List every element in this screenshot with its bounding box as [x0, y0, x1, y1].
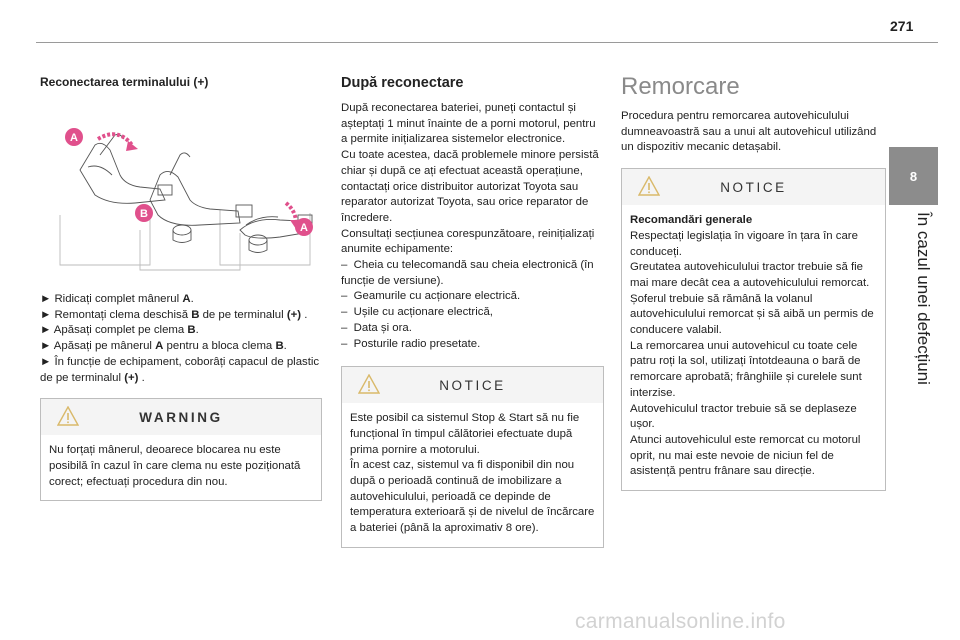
notice-triangle-icon	[638, 176, 660, 196]
warning-header	[41, 399, 321, 435]
towing-subheading: Recomandări generale	[630, 214, 753, 227]
notice-box-towing	[621, 168, 886, 491]
after-reconnect-text: După reconectarea bateriei, puneți contactul și așteptați 1 minut înainte de a porni motorul, pentru a permite inițializarea sistemelor electronice. Cu toate acestea, dacă problemele minore persistă chiar și după ce ați efectuat această operațiune, contactați orice distribuitor autorizat Toyota sau reparator autorizat Toyota, sau orice reparator de încredere. Consultați secțiunea corespunzătoare, reinițializați anumite echipamente: – Cheia cu telecomandă sau cheia electronică (în funcție de versiune). – Geamurile cu acționare electrică. – Ușile cu acționare electrică, – Data și ora. – Posturile radio presetate.	[341, 102, 599, 350]
column-after-reconnect	[341, 60, 604, 548]
section-heading-reconnect: Reconectarea terminalului (+)	[40, 75, 209, 89]
watermark: carmanualsonline.info	[575, 610, 786, 633]
warning-box	[40, 398, 322, 501]
warning-triangle-icon	[57, 406, 79, 426]
chapter-number: 8	[909, 168, 918, 184]
section-heading-towing: Remorcare	[621, 73, 740, 100]
notice-text-stop-start: Este posibil ca sistemul Stop & Start să nu fie funcțional în timpul călătoriei efectuate după prima pornire a motorului. În acest caz, sistemul va fi disponibil din nou după o perioadă continuă de imobilizare a autovehiculului, perioadă ce depinde de temperatura exterioară și de nivelul de încărcare a bateriei (până la aproximativ 8 ore).	[350, 412, 595, 535]
warning-text: Nu forțați mânerul, deoarece blocarea nu este posibilă în cazul în care clema nu este poziționată corect; efectuați procedura din nou.	[49, 444, 301, 488]
reconnect-steps: ► Ridicați complet mânerul A. ► Remontați clema deschisă B de pe terminalul (+) . ► Apăsați complet pe clema B. ► Apăsați pe mânerul A pentru a bloca clema B. ► În funcție de echipament, coborâți capacul de plastic de pe terminalul (+) .	[40, 293, 320, 384]
label-a-top: A	[70, 132, 78, 144]
towing-notice-text: Respectați legislația în vigoare în țara în care conduceți. Greutatea autovehiculului tractor trebuie să fie mai mare decât cea a autovehiculului remorcat. Șoferul trebuie să rămână la volanul autovehiculului remorcat și să aibă un permis de conducere valabil. La remorcarea unui autovehicul cu toate cele patru roți la sol, utilizați întotdeauna o bară de remorcare aprobată; frânghiile și curelele sunt interzise. Autovehiculul tractor trebuie să se deplaseze ușor. Atunci autovehiculul este remorcat cu motorul oprit, nu mai este nevoie de niciun fel de asistență pentru frânare sau direcție.	[630, 229, 874, 478]
towing-intro: Procedura pentru remorcarea autovehiculului dumneavoastră sau a unui alt autovehicul utilizând un dispozitiv mecanic detașabil.	[621, 110, 877, 154]
chapter-title: În cazul unei defecțiuni	[914, 212, 933, 385]
label-b: B	[140, 208, 148, 220]
notice-title: NOTICE	[439, 377, 506, 393]
label-a-right: A	[300, 222, 308, 234]
section-heading-after-reconnect: După reconectare	[341, 75, 464, 91]
page-number: 271	[890, 18, 914, 34]
chapter-tab[interactable]	[889, 147, 938, 205]
notice-header	[342, 367, 603, 403]
notice-header-towing	[622, 169, 885, 205]
column-reconnect	[40, 60, 322, 501]
top-divider	[36, 42, 938, 43]
battery-clamp-illustration	[40, 105, 322, 275]
column-towing	[621, 60, 886, 491]
notice-triangle-icon	[358, 374, 380, 394]
notice-box-stop-start	[341, 366, 604, 548]
warning-title: WARNING	[139, 409, 223, 425]
notice-title-towing: NOTICE	[720, 179, 787, 195]
